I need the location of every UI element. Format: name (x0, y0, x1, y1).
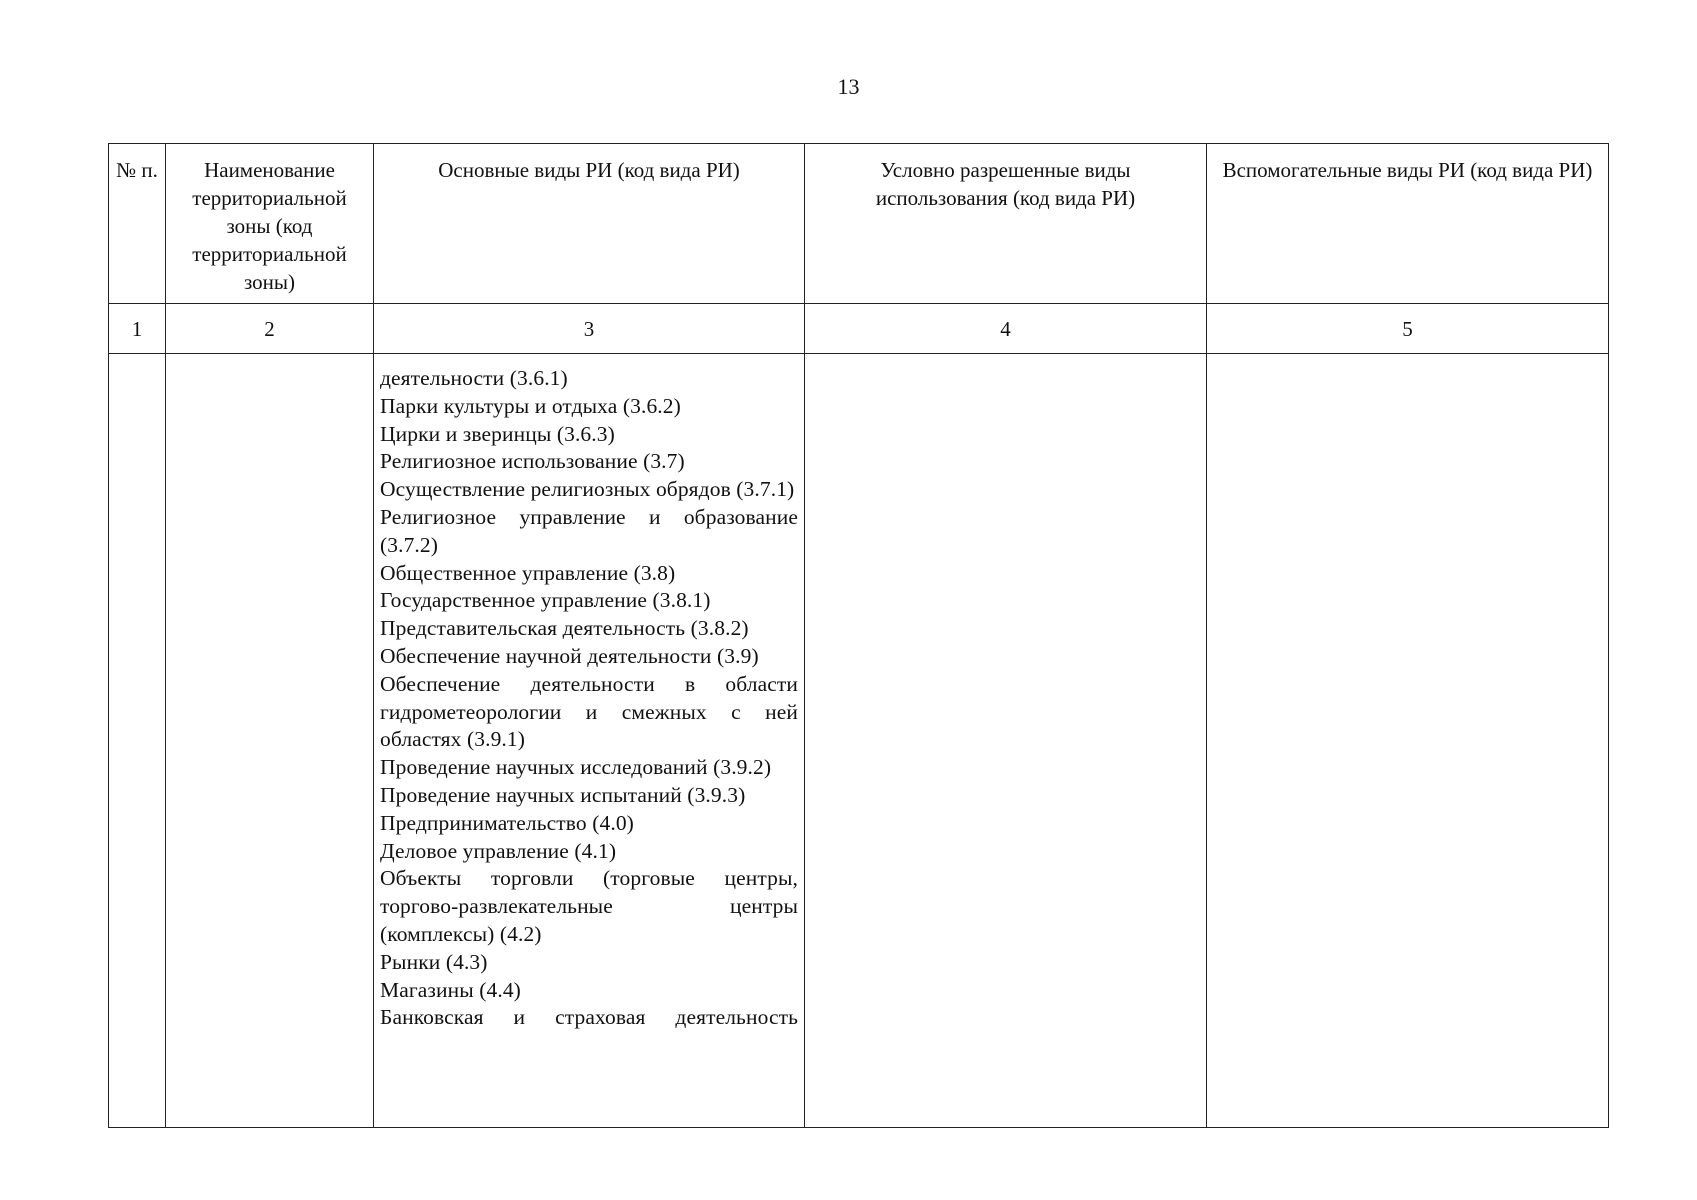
header-main-uses (374, 144, 805, 304)
list-item: Представительская деятельность (3.8.2) (380, 616, 749, 641)
list-item: Парки культуры и отдыха (3.6.2) (380, 393, 681, 418)
header-main-uses-label: Основные виды РИ (код вида РИ) (438, 158, 740, 182)
cell-conditional-uses (805, 354, 1207, 1128)
list-item: Проведение научных исследований (3.9.2) (380, 755, 772, 780)
column-number-3: 3 (374, 304, 805, 354)
list-item: Банковская и страховая деятельность (380, 1005, 798, 1030)
column-number-row (109, 304, 1609, 354)
list-item: Религиозное использование (3.7) (380, 449, 685, 474)
list-item: деятельности (3.6.1) (380, 366, 568, 390)
column-number-4: 4 (805, 304, 1207, 354)
list-item: Предпринимательство (4.0) (380, 810, 634, 835)
column-number-1: 1 (109, 304, 166, 354)
table-row (109, 354, 1609, 1128)
header-number-label: № п. (116, 158, 158, 182)
list-item: Проведение научных испытаний (3.9.3) (380, 782, 746, 807)
header-auxiliary-uses (1207, 144, 1609, 304)
cell-main-uses (374, 354, 805, 1128)
list-item: Обеспечение деятельности в области гидрометеорологии и смежных с ней областях (3.9.1) (380, 671, 798, 752)
header-zone-name-label: Наименование территориальной зоны (код территориальной зоны) (192, 158, 347, 294)
list-item: Государственное управление (3.8.1) (380, 588, 711, 613)
page-number: 13 (837, 74, 860, 99)
territorial-zones-table (108, 143, 1609, 1128)
list-item: Деловое управление (4.1) (380, 838, 617, 863)
header-conditional-uses-label: Условно разрешенные виды использования (код вида РИ) (875, 158, 1136, 210)
main-uses-list (374, 354, 804, 1032)
column-number-2: 2 (166, 304, 374, 354)
header-conditional-uses (805, 144, 1207, 304)
list-item: Осуществление религиозных обрядов (3.7.1) (380, 477, 795, 502)
header-row (109, 144, 1609, 304)
list-item: Общественное управление (3.8) (380, 560, 676, 585)
header-number (109, 144, 166, 304)
list-item: Цирки и зверинцы (3.6.3) (380, 421, 615, 446)
list-item: Обеспечение научной деятельности (3.9) (380, 643, 759, 668)
list-item: Объекты торговли (торговые центры, торгово-развлекательные центры (комплексы) (4.2) (380, 866, 798, 946)
cell-number (109, 354, 166, 1128)
column-number-5: 5 (1207, 304, 1609, 354)
cell-zone-name (166, 354, 374, 1128)
header-auxiliary-uses-label: Вспомогательные виды РИ (код вида РИ) (1222, 158, 1593, 182)
cell-auxiliary-uses (1207, 354, 1609, 1128)
list-item: Религиозное управление и образование (3.7.2) (380, 504, 798, 557)
list-item: Рынки (4.3) (380, 949, 488, 974)
list-item: Магазины (4.4) (380, 977, 521, 1002)
header-zone-name (166, 144, 374, 304)
